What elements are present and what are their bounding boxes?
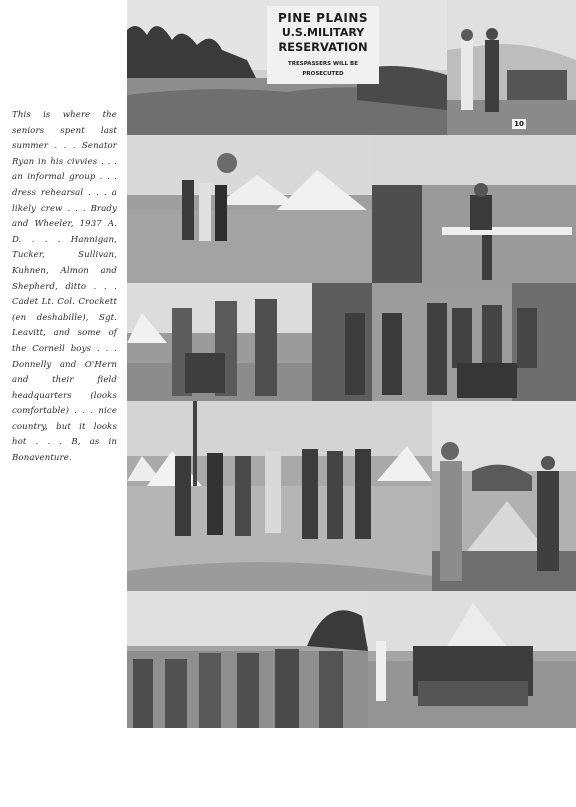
photo-field-headquarters <box>432 401 576 591</box>
photo-likely-crew <box>127 283 312 401</box>
photo-cornell-boys <box>127 401 432 591</box>
photo-tent-group <box>368 591 576 728</box>
number-plate: 10 <box>512 119 526 129</box>
photo-uniformed-group <box>312 283 576 401</box>
reservation-sign: PINE PLAINS U.S.MILITARY RESERVATION TRESPASSERS WILL BE PROSECUTED <box>267 6 379 84</box>
photo-reservation-sign <box>127 0 447 135</box>
photo-bonaventure <box>127 591 368 728</box>
photo-informal-group <box>127 135 372 283</box>
photo-caption: This is where the seniors spent last summer . . . Senator Ryan in his civvies . . . an informal group . . . dress rehearsal . . . a likely crew . . . Brady and Wheeler, 1937 A. D. . . . Hannigan, Tucker, Sullivan, Kuhnen, Almon and Shepherd, ditto . . . Cadet Lt. Col. Crockett (en deshabille), Sgt. Leavitt, and some of the Cornell boys . . . Donnelly and O'Hern and their field headquarters (looks comfortable) . . . nice country, but it looks hot . . . B, as in Bonaventure. <box>12 110 117 464</box>
photo-senator-ryan <box>447 0 576 135</box>
photo-dress-rehearsal <box>372 135 576 283</box>
